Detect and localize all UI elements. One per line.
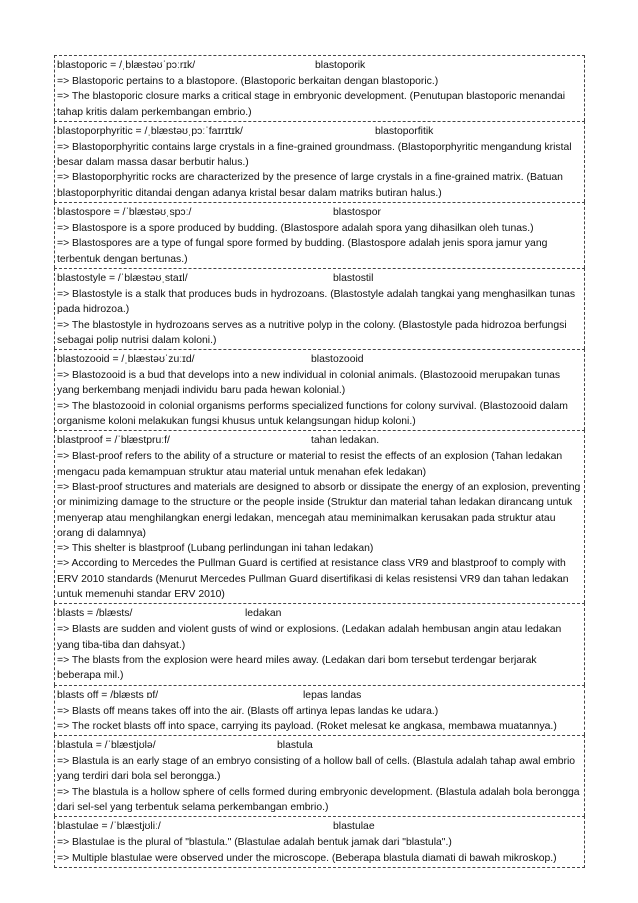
entry-header xyxy=(57,819,582,835)
example-sentence: => The blastoporic closure marks a critical stage in embryonic development. (Penutupan blastoporic menandai tahap kritis dalam perkembangan embrio.) xyxy=(57,91,566,118)
dictionary-entry xyxy=(54,735,585,816)
entry-header xyxy=(57,688,582,704)
translation: blastozooid xyxy=(311,354,364,366)
entry-header xyxy=(57,606,582,622)
dictionary-entry xyxy=(54,202,585,268)
example-sentence: => Blast-proof structures and materials are designed to absorb or dissipate the energy of an explosion, preventing or minimizing damage to the structure or the people inside (Struktur dan material tahan ledakan dirancang untuk menyerap atau menghilangkan energi ledakan, mencegah atau meminimalkan kerusakan pada struktur atau orang di dalamnya) xyxy=(57,481,581,539)
example-sentence: => The blastozooid in colonial organisms performs specialized functions for colony survival. (Blastozooid dalam organisme koloni melakukan fungsi khusus untuk kelangsungan hidup koloni.) xyxy=(57,400,568,428)
translation: blastoporfitik xyxy=(375,125,434,137)
example-sentence: => Blasts are sudden and violent gusts of wind or explosions. (Ledakan adalah hembusan angin atau ledakan yang tiba-tiba dan dahsyat.) xyxy=(57,624,562,651)
headword-pronunciation: blastproof = /ˈblæstpruːf/ xyxy=(57,435,170,447)
entry-header xyxy=(57,205,582,221)
entry-header xyxy=(57,433,582,449)
example-sentence: => The blastostyle in hydrozoans serves as a nutritive polyp in the colony. (Blastostyle pada hidrozoa berfungsi sebagai polip nutrisi dalam koloni.) xyxy=(57,319,567,346)
translation: blastulae xyxy=(333,821,375,833)
example-sentence: => The blasts from the explosion were heard miles away. (Ledakan dari bom tersebut terdengar berjarak beberapa mil.) xyxy=(57,654,537,682)
dictionary-entry xyxy=(54,603,585,684)
entry-header xyxy=(57,124,582,140)
example-sentence: => Blast-proof refers to the ability of a structure or material to resist the effects of an explosion (Tahan ledakan mengacu pada kemampuan struktur atau material untuk menahan efek ledakan) xyxy=(57,451,563,478)
dictionary-entry xyxy=(54,430,585,603)
example-sentence: => Blastospore is a spore produced by budding. (Blastospore adalah spora yang dihasilkan oleh tunas.) xyxy=(57,223,534,235)
headword-pronunciation: blastoporic = /ˌblæstəʊˈpɔːrɪk/ xyxy=(57,60,196,71)
example-sentence: => Blastula is an early stage of an embryo consisting of a hollow ball of cells. (Blastula adalah tahap awal embrio yang terdiri dari bola sel berongga.) xyxy=(57,756,576,783)
dictionary-entry xyxy=(54,121,585,202)
example-sentence: => Multiple blastulae were observed under the microscope. (Beberapa blastula diamati di bawah mikroskop.) xyxy=(57,852,557,864)
translation: blastula xyxy=(277,740,313,752)
entry-header xyxy=(57,58,582,74)
example-sentence: => This shelter is blastproof (Lubang perlindungan ini tahan ledakan) xyxy=(57,543,374,555)
entry-header xyxy=(57,271,582,287)
translation: blastoporik xyxy=(315,60,366,71)
example-sentence: => The blastula is a hollow sphere of cells formed during embryonic development. (Blastula adalah bola berongga dari sel-sel yang terbentuk selama perkembangan embrio.) xyxy=(57,786,580,813)
dictionary-entry xyxy=(54,268,585,349)
entry-header xyxy=(57,352,582,368)
example-sentence: => Blastospores are a type of fungal spore formed by budding. (Blastospore adalah jenis spora jamur yang terbentuk dengan bertunas.) xyxy=(57,238,548,265)
entry-header xyxy=(57,738,582,754)
dictionary-entry xyxy=(54,55,585,121)
example-sentence: => Blasts off means takes off into the air. (Blasts off artinya lepas landas ke udara.) xyxy=(57,705,439,717)
headword-pronunciation: blastulae = /ˈblæstjʊliː/ xyxy=(57,821,161,833)
translation: lepas landas xyxy=(303,689,362,701)
translation: blastospor xyxy=(333,207,381,219)
example-sentence: => The rocket blasts off into space, carrying its payload. (Roket melesat ke angkasa, membawa muatannya.) xyxy=(57,720,557,732)
example-sentence: => Blastoporic pertains to a blastopore. (Blastoporic berkaitan dengan blastoporic.) xyxy=(57,76,439,87)
headword-pronunciation: blastostyle = /ˈblæstəʊˌstaɪl/ xyxy=(57,272,188,284)
headword-pronunciation: blastozooid = /ˌblæstəʊˈzuːɪd/ xyxy=(57,354,195,366)
translation: blastostil xyxy=(333,272,374,284)
example-sentence: => According to Mercedes the Pullman Guard is certified at resistance class VR9 and blastproof to comply with ERV 2010 standards (Menurut Mercedes Pullman Guard disertifikasi di kelas resistensi VR9 dan tahan ledakan untuk memenuhi standar ERV 2010) xyxy=(57,558,569,601)
dictionary-entry xyxy=(54,685,585,736)
dictionary-entry xyxy=(54,816,585,868)
headword-pronunciation: blastula = /ˈblæstjʊlə/ xyxy=(57,740,156,752)
example-sentence: => Blastozooid is a bud that develops into a new individual in colonial animals. (Blastozooid merupakan tunas yang berkembang menjadi individu baru pada hewan kolonial.) xyxy=(57,370,561,397)
dictionary-page xyxy=(54,55,585,868)
translation: tahan ledakan. xyxy=(311,435,380,447)
headword-pronunciation: blastospore = /ˈblæstəʊˌspɔː/ xyxy=(57,207,192,219)
headword-pronunciation: blastoporphyritic = /ˌblæstəʊˌpɔːˈfaɪrɪtɪk/ xyxy=(57,125,243,137)
example-sentence: => Blastostyle is a stalk that produces buds in hydrozoans. (Blastostyle adalah tangkai yang menghasilkan tunas pada hidrozoa.) xyxy=(57,288,576,316)
example-sentence: => Blastulae is the plural of "blastula." (Blastulae adalah bentuk jamak dari "blastula".) xyxy=(57,837,452,849)
example-sentence: => Blastoporphyritic rocks are characterized by the presence of large crystals in a fine-grained matrix. (Batuan blastoporphyritic ditandai dengan adanya kristal besar dalam matriks butiran halus.) xyxy=(57,172,563,199)
dictionary-entry xyxy=(54,349,585,430)
headword-pronunciation: blasts = /blæsts/ xyxy=(57,608,133,620)
translation: ledakan xyxy=(245,608,282,620)
example-sentence: => Blastoporphyritic contains large crystals in a fine-grained groundmass. (Blastoporphyritic mengandung kristal besar dalam massa dasar berbutir halus.) xyxy=(57,141,572,169)
headword-pronunciation: blasts off = /blæsts ɒf/ xyxy=(57,689,159,701)
